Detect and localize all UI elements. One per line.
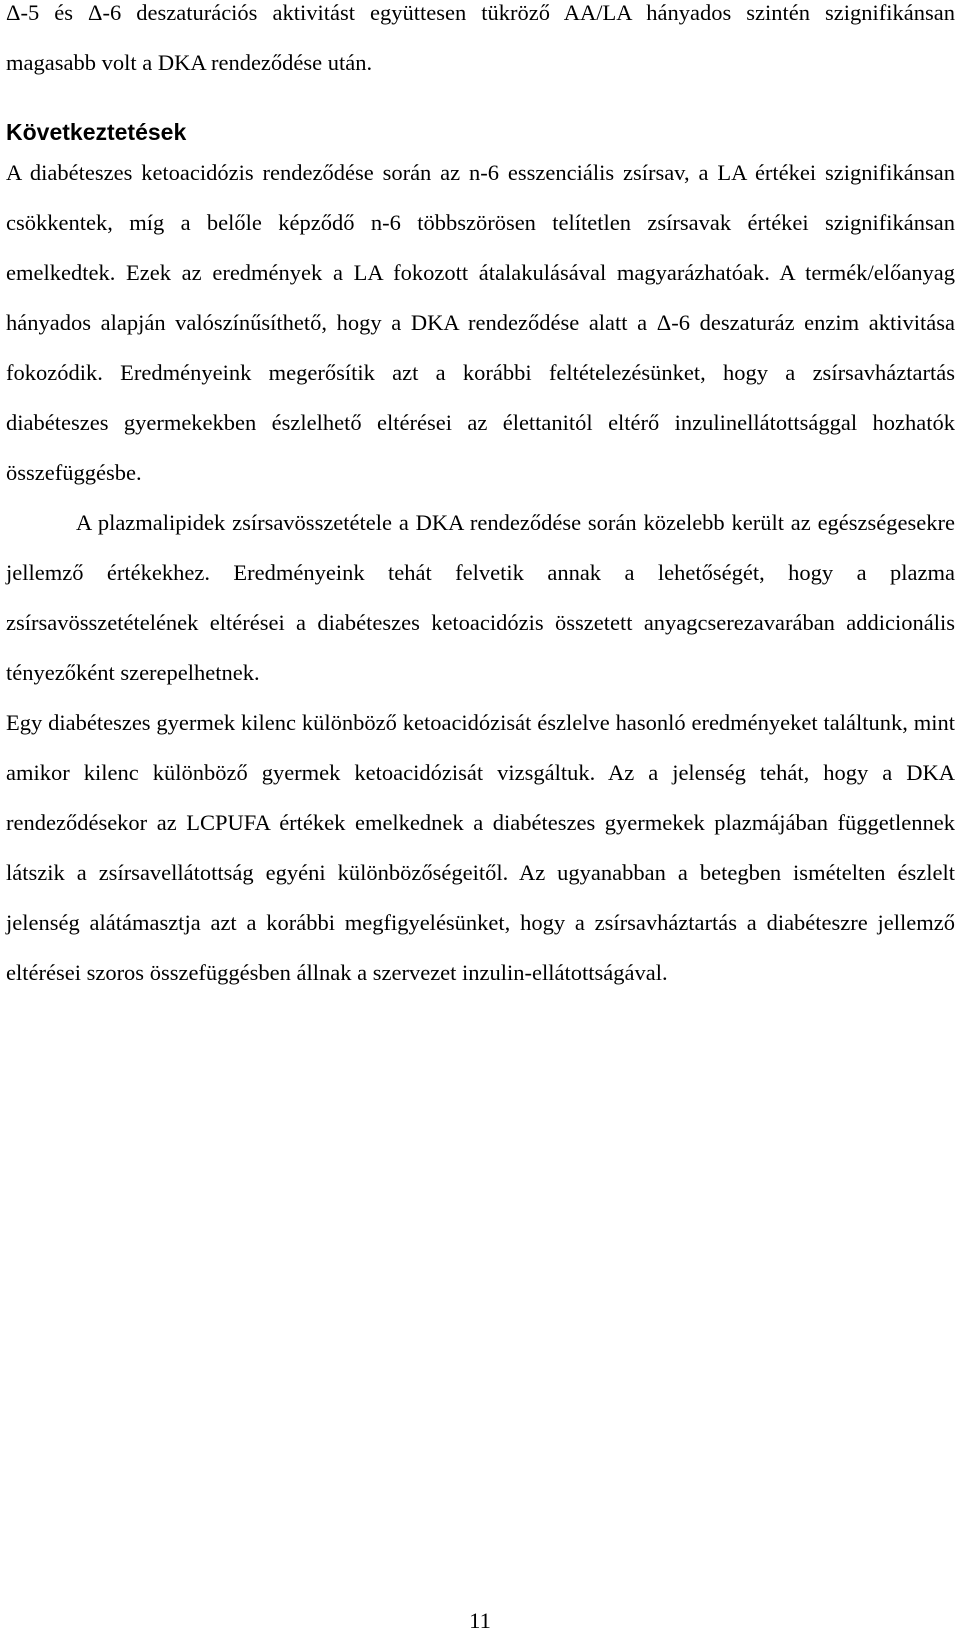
intro-paragraph: Δ-5 és Δ-6 deszaturációs aktivitást együttesen tükröző AA/LA hányados szintén szignifikánsan magasabb volt a DKA rendeződése után. [6, 0, 955, 75]
section-heading: Következtetések [6, 119, 187, 145]
page-number: 11 [469, 1608, 491, 1633]
intro-text [6, 0, 955, 88]
paragraph-3: Egy diabéteszes gyermek kilenc különböző ketoacidózisát észlelve hasonló eredményeket találtunk, mint amikor kilenc különböző gyermek ketoacidózisát vizsgáltuk. Az a jelenség tehát, hogy a DKA rendeződésekor az LCPUFA értékek emelkednek a diabéteszes gyermekek plazmájában függetlennek látszik a zsírsavellátottság egyéni különbözőségeitől. Az ugyanabban a betegben ismételten észlelt jelenség alátámasztja azt a korábbi megfigyelésünket, hogy a zsírsavháztartás a diabéteszre jellemző eltérései szoros összefüggésben állnak a szervezet inzulin-ellátottságával. [6, 710, 955, 985]
conclusions-body [6, 148, 955, 998]
paragraph-1: A diabéteszes ketoacidózis rendeződése során az n-6 esszenciális zsírsav, a LA értékei szignifikánsan csökkentek, míg a belőle képződő n-6 többszörösen telítetlen zsírsavak értékei szignifikánsan emelkedtek. Ezek az eredmények a LA fokozott átalakulásával magyarázhatóak. A termék/előanyag hányados alapján valószínűsíthető, hogy a DKA rendeződése alatt a Δ-6 deszaturáz enzim aktivitása fokozódik. Eredményeink megerősítik azt a korábbi feltételezésünket, hogy a zsírsavháztartás diabéteszes gyermekekben észlelhető eltérései az élettanitól eltérő inzulinellátottsággal hozhatók összefüggésbe. [6, 160, 955, 485]
paragraph-2: A plazmalipidek zsírsavösszetétele a DKA rendeződése során közelebb került az egészségesekre jellemző értékekhez. Eredményeink tehát felvetik annak a lehetőségét, hogy a plazma zsírsavösszetételének eltérései a diabéteszes ketoacidózis összetett anyagcserezavarában addicionális tényezőként szerepelhetnek. [6, 510, 955, 685]
